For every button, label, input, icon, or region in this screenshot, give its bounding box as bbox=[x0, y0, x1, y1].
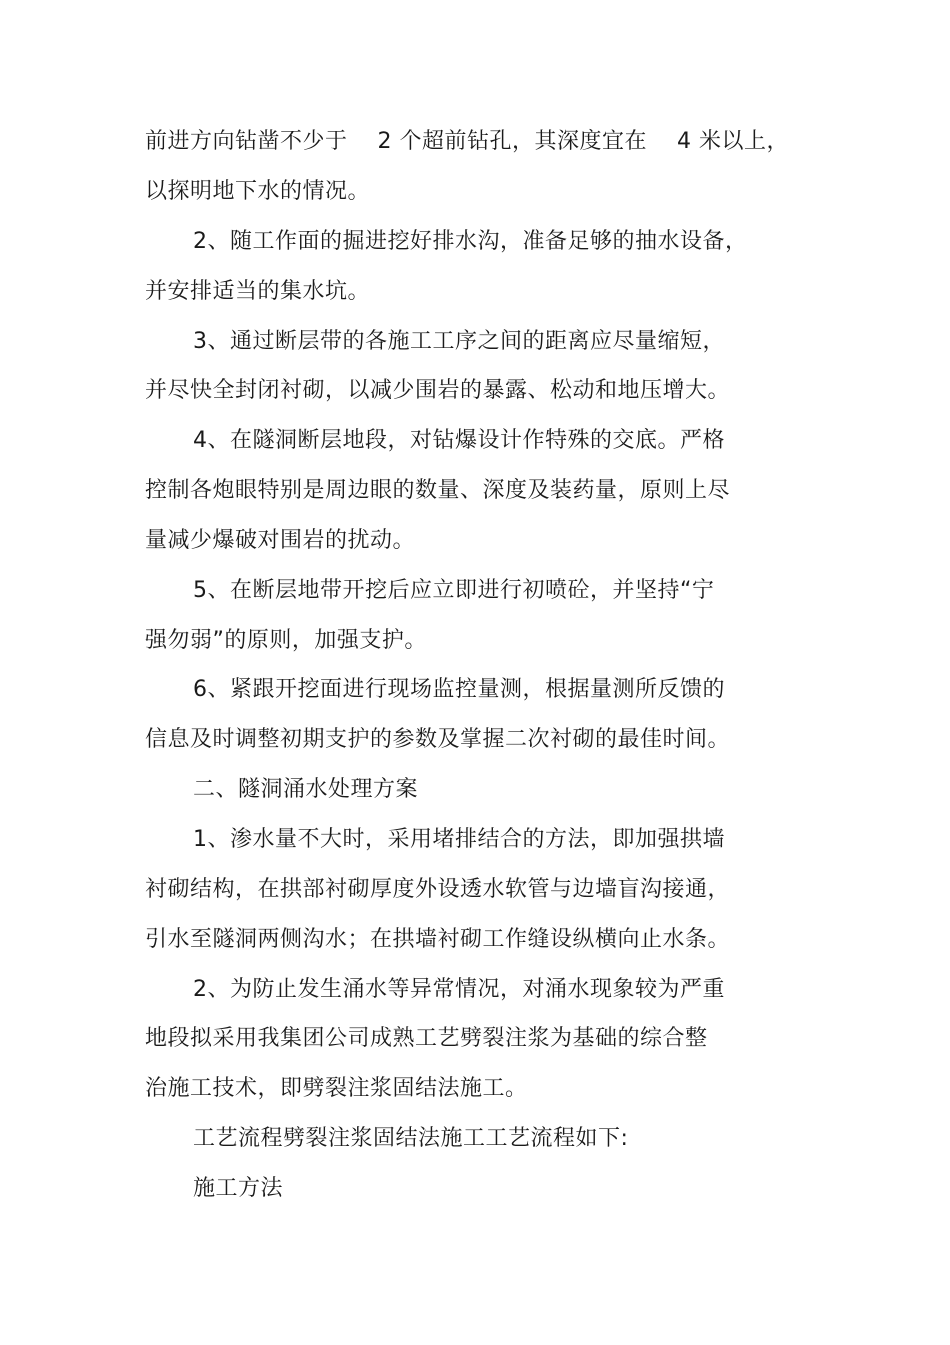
paragraph-line: 5、在断层地带开挖后应立即进行初喷砼，并坚持“宁 bbox=[193, 578, 715, 603]
paragraph-line: 引水至隧洞两侧沟水；在拱墙衬砌工作缝设纵横向止水条。 bbox=[145, 927, 731, 952]
paragraph-line: 并安排适当的集水坑。 bbox=[145, 279, 371, 304]
subheading: 施工方法 bbox=[193, 1176, 284, 1201]
paragraph-line: 3、通过断层带的各施工工序之间的距离应尽量缩短， bbox=[193, 329, 725, 354]
paragraph-line: 治施工技术，即劈裂注浆固结法施工。 bbox=[145, 1076, 528, 1101]
paragraph-line: 量减少爆破对围岩的扰动。 bbox=[145, 528, 416, 553]
paragraph-line: 强勿弱”的原则，加强支护。 bbox=[145, 628, 427, 653]
paragraph-line: 6、紧跟开挖面进行现场监控量测，根据量测所反馈的 bbox=[193, 677, 725, 702]
paragraph-line: 4、在隧洞断层地段，对钻爆设计作特殊的交底。严格 bbox=[193, 428, 725, 453]
paragraph-line: 前进方向钻凿不少于 2 个超前钻孔，其深度宜在 4 米以上， bbox=[145, 129, 789, 154]
paragraph-line: 衬砌结构，在拱部衬砌厚度外设透水软管与边墙盲沟接通， bbox=[145, 877, 731, 902]
paragraph-line: 并尽快全封闭衬砌，以减少围岩的暴露、松动和地压增大。 bbox=[145, 378, 731, 403]
paragraph-line: 工艺流程劈裂注浆固结法施工工艺流程如下: bbox=[193, 1126, 629, 1151]
section-heading: 二、隧洞涌水处理方案 bbox=[193, 777, 419, 802]
paragraph-line: 以探明地下水的情况。 bbox=[145, 179, 371, 204]
paragraph-line: 控制各炮眼特别是周边眼的数量、深度及装药量，原则上尽 bbox=[145, 478, 731, 503]
paragraph-line: 地段拟采用我集团公司成熟工艺劈裂注浆为基础的综合整 bbox=[145, 1026, 708, 1051]
paragraph-line: 2、为防止发生涌水等异常情况，对涌水现象较为严重 bbox=[193, 977, 725, 1002]
paragraph-line: 信息及时调整初期支护的参数及掌握二次衬砌的最佳时间。 bbox=[145, 727, 731, 752]
paragraph-line: 2、随工作面的掘进挖好排水沟，准备足够的抽水设备， bbox=[193, 229, 748, 254]
paragraph-line: 1、渗水量不大时，采用堵排结合的方法，即加强拱墙 bbox=[193, 827, 725, 852]
